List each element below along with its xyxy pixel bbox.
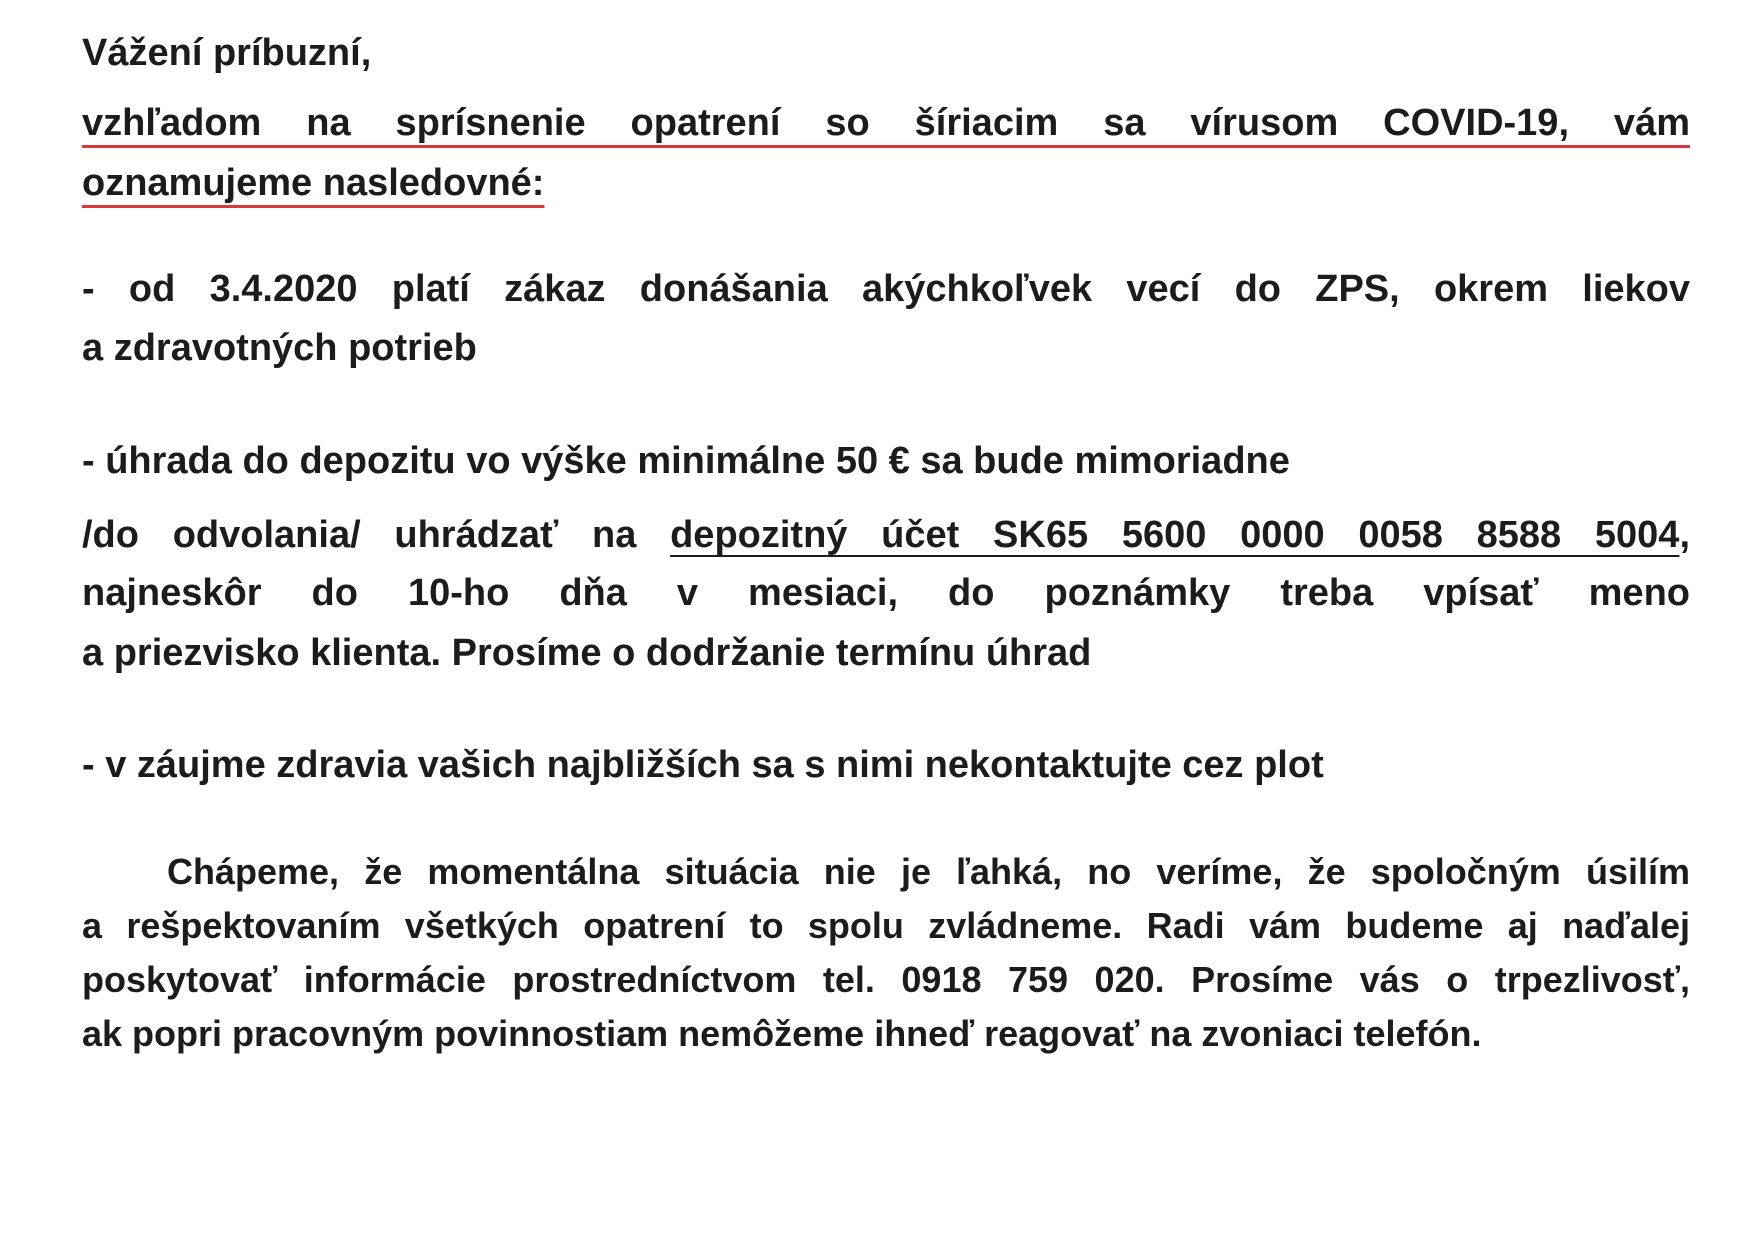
- item-2-line-4: a priezvisko klienta. Prosíme o dodržanie termínu úhrad: [82, 632, 1092, 674]
- intro-line-2: [82, 160, 544, 206]
- item-2-line-2-prefix: /do odvolania/ uhrádzať na: [82, 514, 671, 556]
- closing-line-4: ak popri pracovným povinnostiam nemôžeme ihneď reagovať na zvoniaci telefón.: [82, 1013, 1482, 1054]
- item-2-line-3: najneskôr do 10-ho dňa v mesiaci, do poznámky treba vpísať meno: [82, 572, 1690, 614]
- item-1-line-2: a zdravotných potrieb: [82, 327, 477, 369]
- item-2-line-2-suffix: ,: [1679, 514, 1690, 556]
- item-1-line-1: - od 3.4.2020 platí zákaz donášania akýchkoľvek vecí do ZPS, okrem liekov: [82, 268, 1690, 310]
- intro-line-1: [82, 100, 1690, 146]
- greeting: Vážení príbuzní,: [82, 32, 372, 74]
- notice-document: [82, 0, 1690, 1240]
- item-2-line-1: - úhrada do depozitu vo výške minimálne 50 € sa bude mimoriadne: [82, 440, 1290, 482]
- closing-line-3: poskytovať informácie prostredníctvom tel. 0918 759 020. Prosíme vás o trpezlivosť,: [82, 959, 1690, 1000]
- item-3: - v záujme zdravia vašich najbližších sa s nimi nekontaktujte cez plot: [82, 744, 1324, 786]
- intro-line-1-text: vzhľadom na sprísnenie opatrení so šíriacim sa vírusom COVID-19, vám: [82, 102, 1690, 144]
- closing-line-1: Chápeme, že momentálna situácia nie je ľahká, no veríme, že spoločným úsilím: [167, 851, 1690, 892]
- closing-line-2: a rešpektovaním všetkých opatrení to spolu zvládneme. Radi vám budeme aj naďalej: [82, 905, 1690, 946]
- deposit-account-number: depozitný účet SK65 5600 0000 0058 8588 5004: [670, 514, 1680, 556]
- intro-line-2-text: oznamujeme nasledovné:: [82, 162, 545, 204]
- item-2-line-2: [82, 512, 1690, 558]
